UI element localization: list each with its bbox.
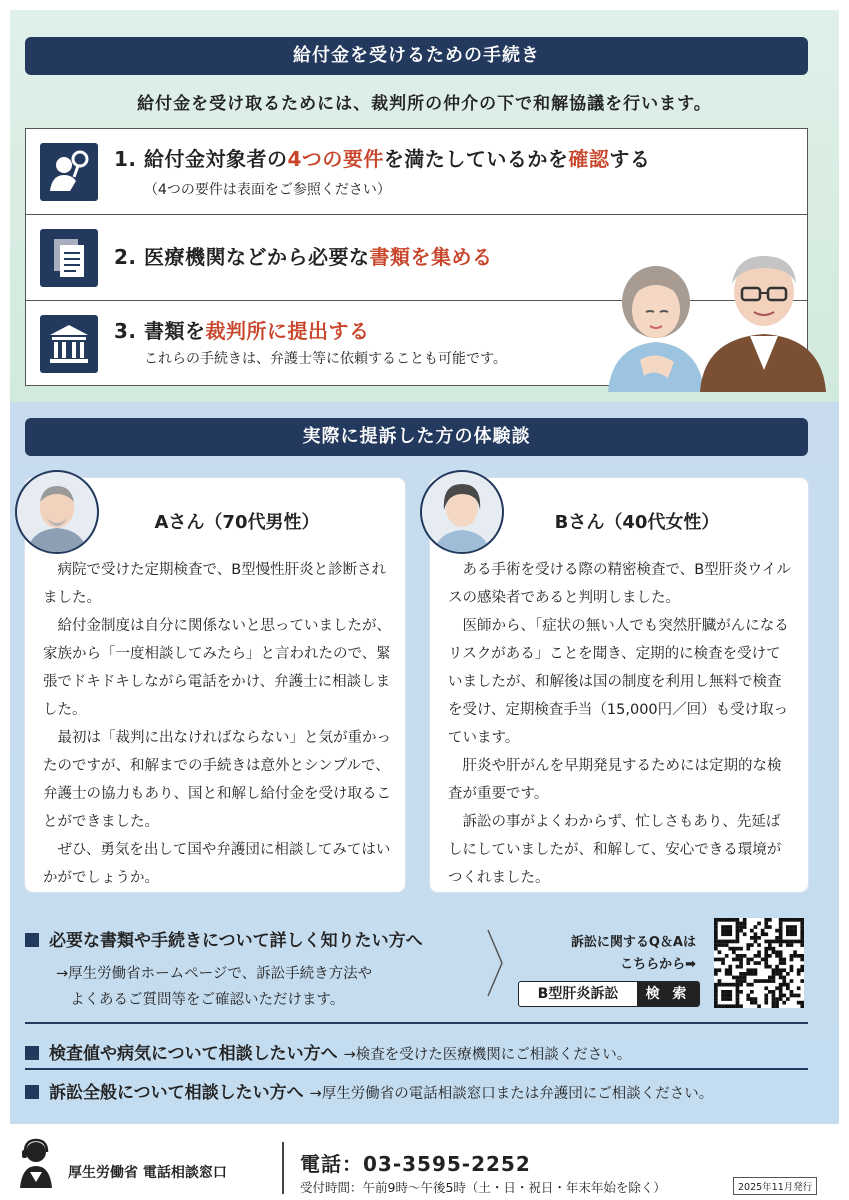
testimonial-a-body: 病院で受けた定期検査で、B型慢性肝炎と診断されました。 給付金制度は自分に関係ないと思っていましたが、家族から「一度相談してみたら」と言われたので、緊張でドキドキしながら電話をかけ、弁護士に相談しました。 最初は「裁判に出なければならない」と気が重かったのですが、和解までの手続きは意外とシンプルで、弁護士の協力もあり、国と和解し給付金を受け取ることができました。 ぜひ、勇気を出して国や弁護団に相談してみてはいかがでしょうか。 (43, 562, 391, 886)
step-1-note: （4つの要件は表面をご参照ください） (144, 182, 391, 198)
footer-divider (282, 1142, 284, 1194)
phone-operator-icon (18, 1138, 54, 1188)
footer-org: 厚生労働省 電話相談窓口 (68, 1165, 227, 1181)
step-2-title: 2. 医療機関などから必要な書類を集める (114, 245, 493, 269)
qr-code[interactable] (714, 918, 804, 1008)
lawsuit-consult-line: 訴訟全般について相談したい方へ →厚生労働省の電話相談窓口または弁護団にご相談ください。 (25, 1078, 713, 1103)
qa-text: 訴訟に関するQ＆Aは こちらから➡ (570, 935, 696, 972)
courthouse-icon (40, 315, 98, 373)
issue-date: 2025年11月発行 (733, 1177, 817, 1195)
search-box[interactable] (518, 981, 700, 1007)
woman-avatar (420, 470, 504, 554)
step-1 (26, 129, 807, 215)
step-3-note: これらの手続きは、弁護士等に依頼することも可能です。 (144, 351, 507, 367)
search-button[interactable]: 検 索 (637, 982, 699, 1006)
person-magnifier-icon (40, 143, 98, 201)
procedures-heading: 給付金を受けるための手続き (25, 37, 808, 75)
testimonial-b-body: ある手術を受ける際の精密検査で、B型肝炎ウイルスの感染者であると判明しました。 医師から、「症状の無い人でも突然肝臓がんになるリスクがある」ことを聞き、定期的に検査を受けていましたが、和解後は国の制度を利用し無料で検査を受け、定期検査手当（15,000円／回）も受け取っています。 肝炎や肝がんを早期発見するためには定期的な検査が重要です。 訴訟の事がよくわからず、忙しさもあり、先延ばしにしていましたが、和解して、安心できる環境がつくれました。 (448, 562, 791, 886)
testimonials-heading: 実際に提訴した方の体験談 (25, 418, 808, 456)
documents-icon (40, 229, 98, 287)
phone-number[interactable]: 電話：03-3595-2252 (300, 1152, 531, 1176)
step-3-title: 3. 書類を裁判所に提出する (114, 319, 370, 343)
divider-2 (25, 1068, 808, 1070)
divider-1 (25, 1022, 808, 1024)
chevron-divider (486, 928, 506, 998)
documents-info-text: →厚生労働省ホームページで、訴訟手続き方法や よくあるご質問等をご確認いただけます。 (56, 966, 373, 1008)
exam-consult-line: 検査値や病気について相談したい方へ →検査を受けた医療機関にご相談ください。 (25, 1039, 631, 1064)
search-term[interactable]: B型肝炎訴訟 (537, 986, 619, 1002)
testimonial-b-name: Bさん（40代女性） (554, 512, 720, 533)
testimonial-a-name: Aさん（70代男性） (154, 512, 320, 533)
step-1-title: 1. 給付金対象者の4つの要件を満たしているかを確認する (114, 147, 651, 171)
documents-info-heading: 必要な書類や手続きについて詳しく知りたい方へ (25, 926, 423, 951)
elderly-couple-illustration (604, 250, 826, 392)
elderly-man-avatar (15, 470, 99, 554)
procedures-intro: 給付金を受け取るためには、裁判所の仲介の下で和解協議を行います。 (137, 94, 712, 114)
reception-hours: 受付時間：午前9時～午後5時（土・日・祝日・年末年始を除く） (300, 1180, 666, 1195)
